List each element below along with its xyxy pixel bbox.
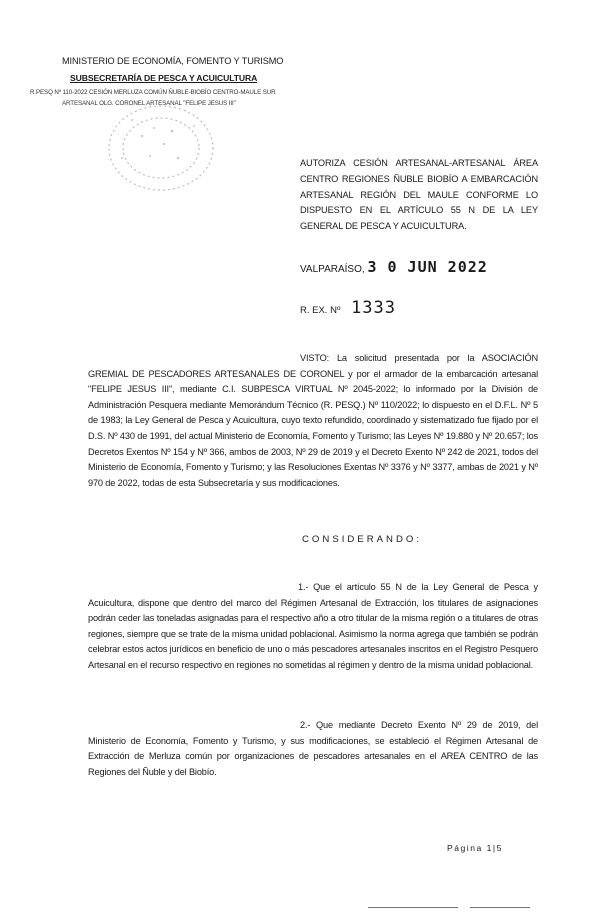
footer-divider-left (368, 907, 458, 908)
visto-paragraph (88, 351, 538, 491)
considerando-item-2 (88, 718, 538, 780)
date-city: VALPARAÍSO, (300, 264, 365, 275)
footer-divider-right (470, 907, 530, 908)
visto-text: La solicitud presentada por la ASOCIACIÓN GREMIAL DE PESCADORES ARTESANALES DE CORONEL y por el armador de la embarcación artesanal "FELIPE JESUS III", mediante C.I. SUBPESCA VIRTUAL Nº 2045-2022; lo informado por la División de Administración Pesquera mediante Memorándum Técnico (R. PESQ.) Nº 110/2022; lo dispuesto en el D.F.L. Nº 5 de 1983; la Ley General de Pesca y Acuicultura, cuyo texto refundido, coordinado y sistematizado fue fijado por el D.S. Nº 430 de 1991, del actual Ministerio de Economía, Fomento y Turismo; las Leyes Nº 19.880 y Nº 20.657; los Decretos Exentos Nº 154 y Nº 366, ambos de 2003, Nº 29 de 2019 y el Decreto Exento Nº 242 de 2021, todos del Ministerio de Economía, Fomento y Turismo; y las Resoluciones Exentas Nº 3376 y Nº 3377, ambas de 2021 y Nº 970 de 2022, todas de esta Subsecretaría y sus modificaciones. (88, 353, 538, 488)
considerando-item-1-text: 1.- Que el artículo 55 N de la Ley General de Pesca y Acuicultura, dispone que dentro del marco del Régimen Artesanal de Extracción, los titulares de asignaciones podrán ceder las toneladas asignadas para el respectivo año a otro titular de la misma región o a titulares de otras regiones, siempre que se trate de la misma unidad poblacional. Asimismo la norma agrega que también se podrán celebrar estos actos jurídicos en beneficio de uno o más pescadores artesanales inscritos en el Registro Pesquero Artesanal en el recurso respectivo en regiones no sometidas al régimen y dentro de la misma unidad poblacional. (88, 582, 538, 670)
reference-line-2: ARTESANAL OLG. CORONEL ARTESANAL "FELIPE JESUS III" (62, 100, 236, 107)
resolution-number-line (300, 298, 396, 318)
page-number: Página 1|5 (447, 843, 503, 853)
considerando-item-1 (88, 580, 538, 674)
considerando-item-2-text: 2.- Que mediante Decreto Exento Nº 29 de 2019, del Ministerio de Economía, Fomento y Turismo, y sus modificaciones, se estableció el Régimen Artesanal de Extracción de Merluza común por organizaciones de pescadores artesanales en el AREA CENTRO de las Regiones del Ñuble y del Biobío. (88, 720, 538, 777)
resolution-title: AUTORIZA CESIÓN ARTESANAL-ARTESANAL ÁREA CENTRO REGIONES ÑUBLE BIOBÍO A EMBARCACIÓN ARTESANAL REGIÓN DEL MAULE CONFORME LO DISPUESTO EN EL ARTÍCULO 55 N DE LA LEY GENERAL DE PESCA Y ACUICULTURA. (300, 158, 538, 232)
subsecretaria-name: SUBSECRETARÍA DE PESCA Y ACUICULTURA (70, 73, 258, 83)
rex-label: R. EX. Nº (300, 305, 341, 316)
date-line (300, 258, 488, 276)
visto-label: VISTO: (300, 353, 330, 363)
official-seal-icon (102, 98, 220, 196)
ministry-name: MINISTERIO DE ECONOMÍA, FOMENTO Y TURISMO (62, 56, 284, 66)
considerando-heading: CONSIDERANDO: (302, 534, 423, 545)
date-stamp: 3 0 JUN 2022 (367, 258, 488, 276)
reference-line-1: R.PESQ Nº 110-2022 CESIÓN MERLUZA COMÚN ÑUBLE-BIOBÍO CENTRO-MAULE SUR (30, 89, 276, 96)
rex-number: 1333 (351, 298, 397, 318)
